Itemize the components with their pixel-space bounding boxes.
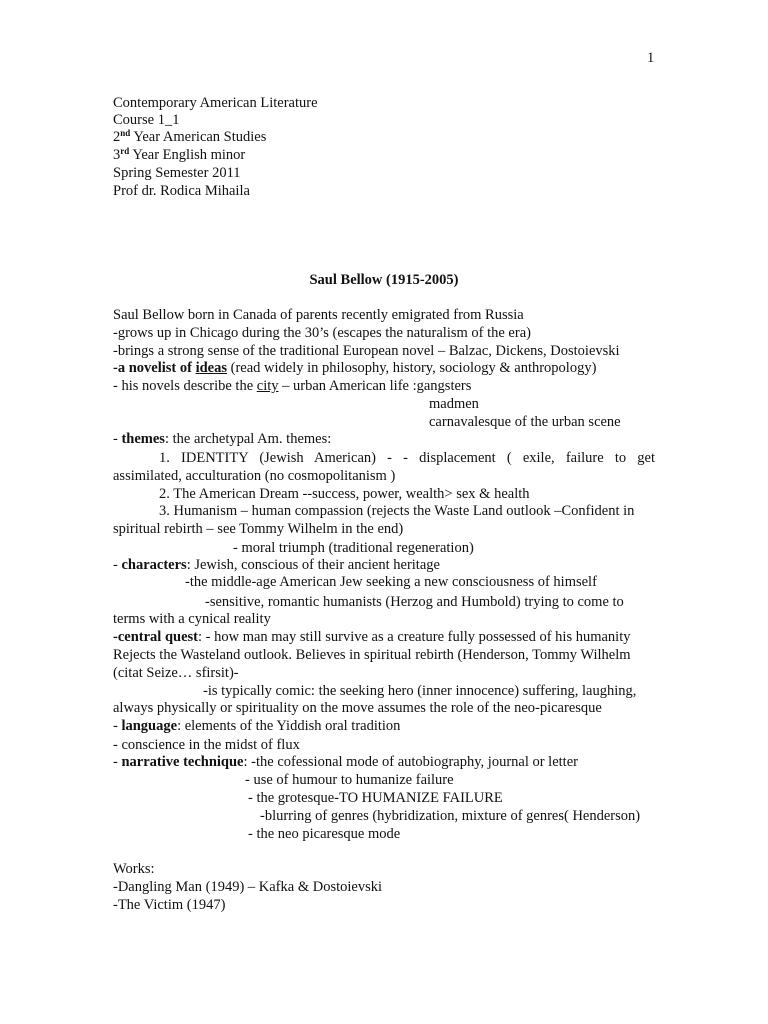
conscience-line: - conscience in the midst of flux <box>113 737 300 753</box>
characters-line: - characters: Jewish, conscious of their ancient heritage <box>113 557 440 573</box>
picaresque-line: - the neo picaresque mode <box>248 826 401 842</box>
chicago-line: -grows up in Chicago during the 30’s (escapes the naturalism of the era) <box>113 325 531 341</box>
sensitive-line-1: -sensitive, romantic humanists (Herzog and Humbold) trying to come to <box>205 594 624 610</box>
humanism-line-1: 3. Humanism – human compassion (rejects the Waste Land outlook –Confident in <box>159 503 635 519</box>
comic-line-1: -is typically comic: the seeking hero (inner innocence) suffering, laughing, <box>203 683 637 699</box>
narrative-line: - narrative technique: -the cofessional mode of autobiography, journal or letter <box>113 754 578 770</box>
identity-line-1: 1. IDENTITY (Jewish American) - - displacement ( exile, failure to get <box>159 450 655 466</box>
identity-line-2: assimilated, acculturation (no cosmopolitanism ) <box>113 468 396 484</box>
work-item: -Dangling Man (1949) – Kafka & Dostoievski <box>113 879 383 895</box>
humour-line: - use of humour to humanize failure <box>245 772 454 788</box>
moral-line: - moral triumph (traditional regeneration) <box>233 540 474 556</box>
intro-line: Saul Bellow born in Canada of parents recently emigrated from Russia <box>113 307 524 323</box>
professor: Prof dr. Rodica Mihaila <box>113 183 250 199</box>
sensitive-line-2: terms with a cynical reality <box>113 611 271 627</box>
themes-line: - themes: the archetypal Am. themes: <box>113 431 332 447</box>
blurring-line: -blurring of genres (hybridization, mixture of genres( Henderson) <box>260 808 641 824</box>
semester: Spring Semester 2011 <box>113 165 241 181</box>
document-title: Saul Bellow (1915-2005) <box>309 272 459 288</box>
year-american-studies: 2nd Year American Studies <box>113 128 267 145</box>
middle-age-line: -the middle-age American Jew seeking a new consciousness of himself <box>185 574 597 590</box>
dream-line: 2. The American Dream --success, power, wealth> sex & health <box>159 486 530 502</box>
european-line: -brings a strong sense of the traditional European novel – Balzac, Dickens, Dostoievski <box>113 343 620 359</box>
madmen-line: madmen <box>429 396 479 412</box>
humanism-line-2: spiritual rebirth – see Tommy Wilhelm in the end) <box>113 521 404 537</box>
wasteland-line-2: (citat Seize… sfirsit)- <box>113 665 239 681</box>
work-item: -The Victim (1947) <box>113 897 226 913</box>
year-english-minor: 3rd Year English minor <box>113 146 246 163</box>
language-line: - language: elements of the Yiddish oral tradition <box>113 718 401 734</box>
carnavalesque-line: carnavalesque of the urban scene <box>429 414 621 430</box>
course-title: Contemporary American Literature <box>113 95 318 111</box>
central-quest-line: -central quest: - how man may still survive as a creature fully possessed of his humanity <box>113 629 631 645</box>
grotesque-line: - the grotesque-TO HUMANIZE FAILURE <box>248 790 503 806</box>
works-heading: Works: <box>113 861 155 877</box>
course-code: Course 1_1 <box>113 112 180 128</box>
city-line: - his novels describe the city – urban American life :gangsters <box>113 378 472 394</box>
novelist-line: -a novelist of ideas (read widely in philosophy, history, sociology & anthropology) <box>113 360 597 376</box>
comic-line-2: always physically or spirituality on the move assumes the role of the neo-picaresque <box>113 700 602 716</box>
wasteland-line-1: Rejects the Wasteland outlook. Believes in spiritual rebirth (Henderson, Tommy Wilhelm <box>113 647 631 663</box>
page-number: 1 <box>647 50 655 66</box>
